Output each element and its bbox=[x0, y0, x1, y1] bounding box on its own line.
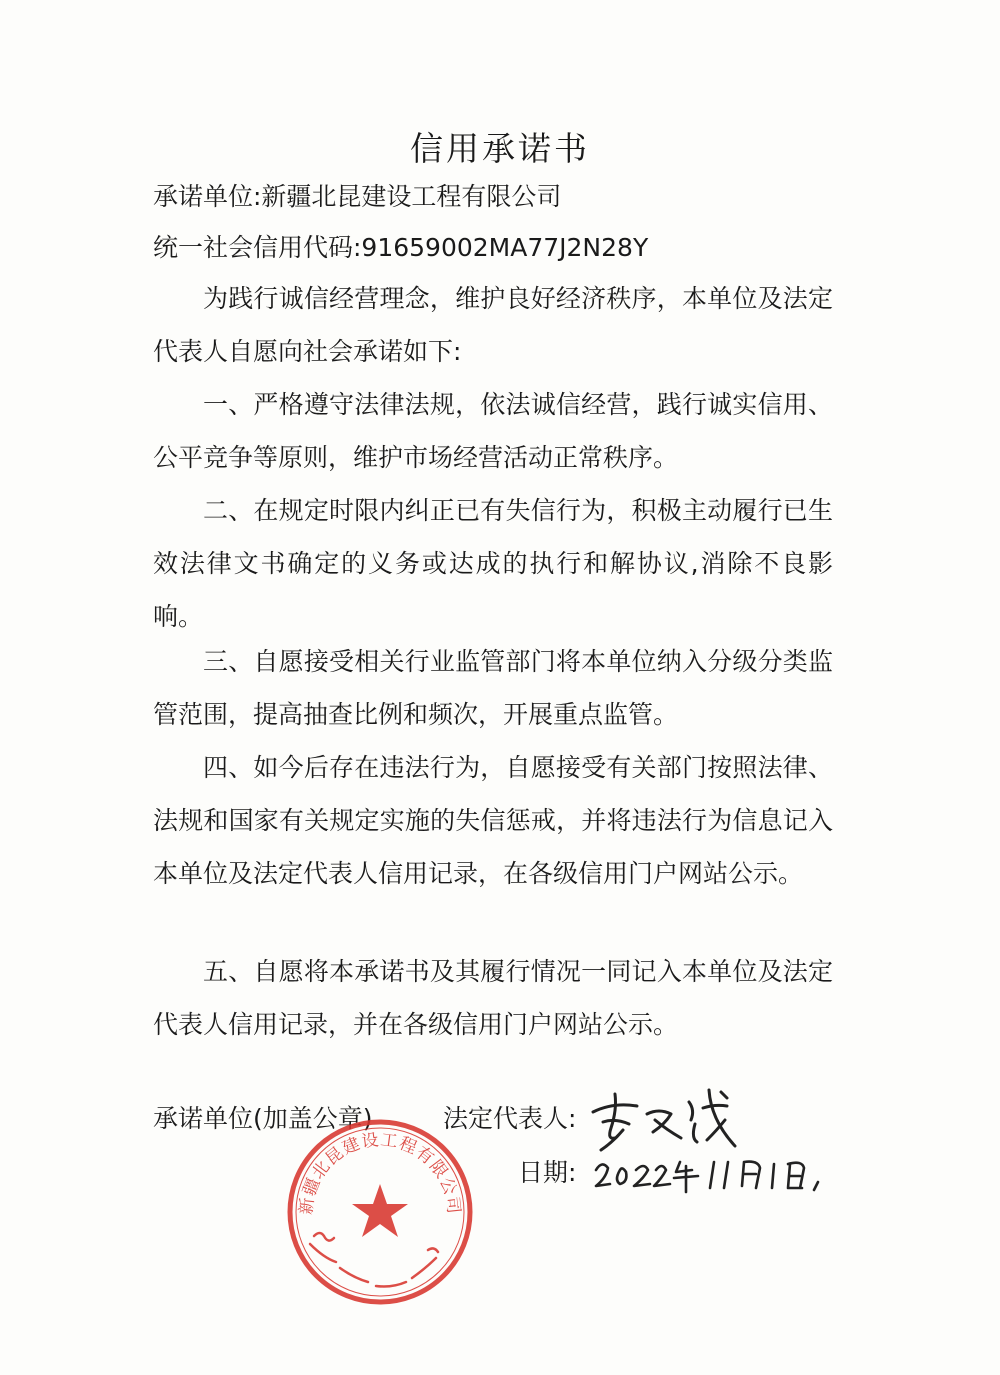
credit-code-line: 统一社会信用代码:91659002MA77J2N28Y bbox=[153, 233, 649, 262]
commitment-item-2: 二、在规定时限内纠正已有失信行为，积极主动履行已生效法律文书确定的义务或达成的执行和解协议,消除不良影响。 bbox=[153, 496, 833, 631]
intro-paragraph: 为践行诚信经营理念，维护良好经济秩序，本单位及法定代表人自愿向社会承诺如下: bbox=[153, 284, 833, 366]
handwritten-date bbox=[592, 1148, 842, 1198]
date-label: 日期: bbox=[518, 1158, 577, 1187]
legal-rep-label: 法定代表人: bbox=[443, 1104, 577, 1133]
committing-unit-line: 承诺单位:新疆北昆建设工程有限公司 bbox=[153, 182, 562, 211]
commitment-item-1: 一、严格遵守法律法规，依法诚信经营，践行诚实信用、公平竞争等原则，维护市场经营活动正常秩序。 bbox=[153, 390, 833, 472]
company-seal bbox=[280, 1112, 480, 1312]
seal-text: 新疆北昆建设工程有限公司 bbox=[296, 1130, 464, 1216]
document-title: 信用承诺书 bbox=[410, 129, 590, 168]
commitment-item-4: 四、如今后存在违法行为，自愿接受有关部门按照法律、法规和国家有关规定实施的失信惩戒，并将违法行为信息记入本单位及法定代表人信用记录，在各级信用门户网站公示。 bbox=[153, 753, 833, 888]
unit-seal-label: 承诺单位(加盖公章) bbox=[153, 1104, 373, 1133]
commitment-item-5: 五、自愿将本承诺书及其履行情况一同记入本单位及法定代表人信用记录，并在各级信用门户网站公示。 bbox=[153, 957, 833, 1039]
commitment-item-3: 三、自愿接受相关行业监管部门将本单位纳入分级分类监管范围，提高抽查比例和频次，开展重点监管。 bbox=[153, 647, 833, 729]
